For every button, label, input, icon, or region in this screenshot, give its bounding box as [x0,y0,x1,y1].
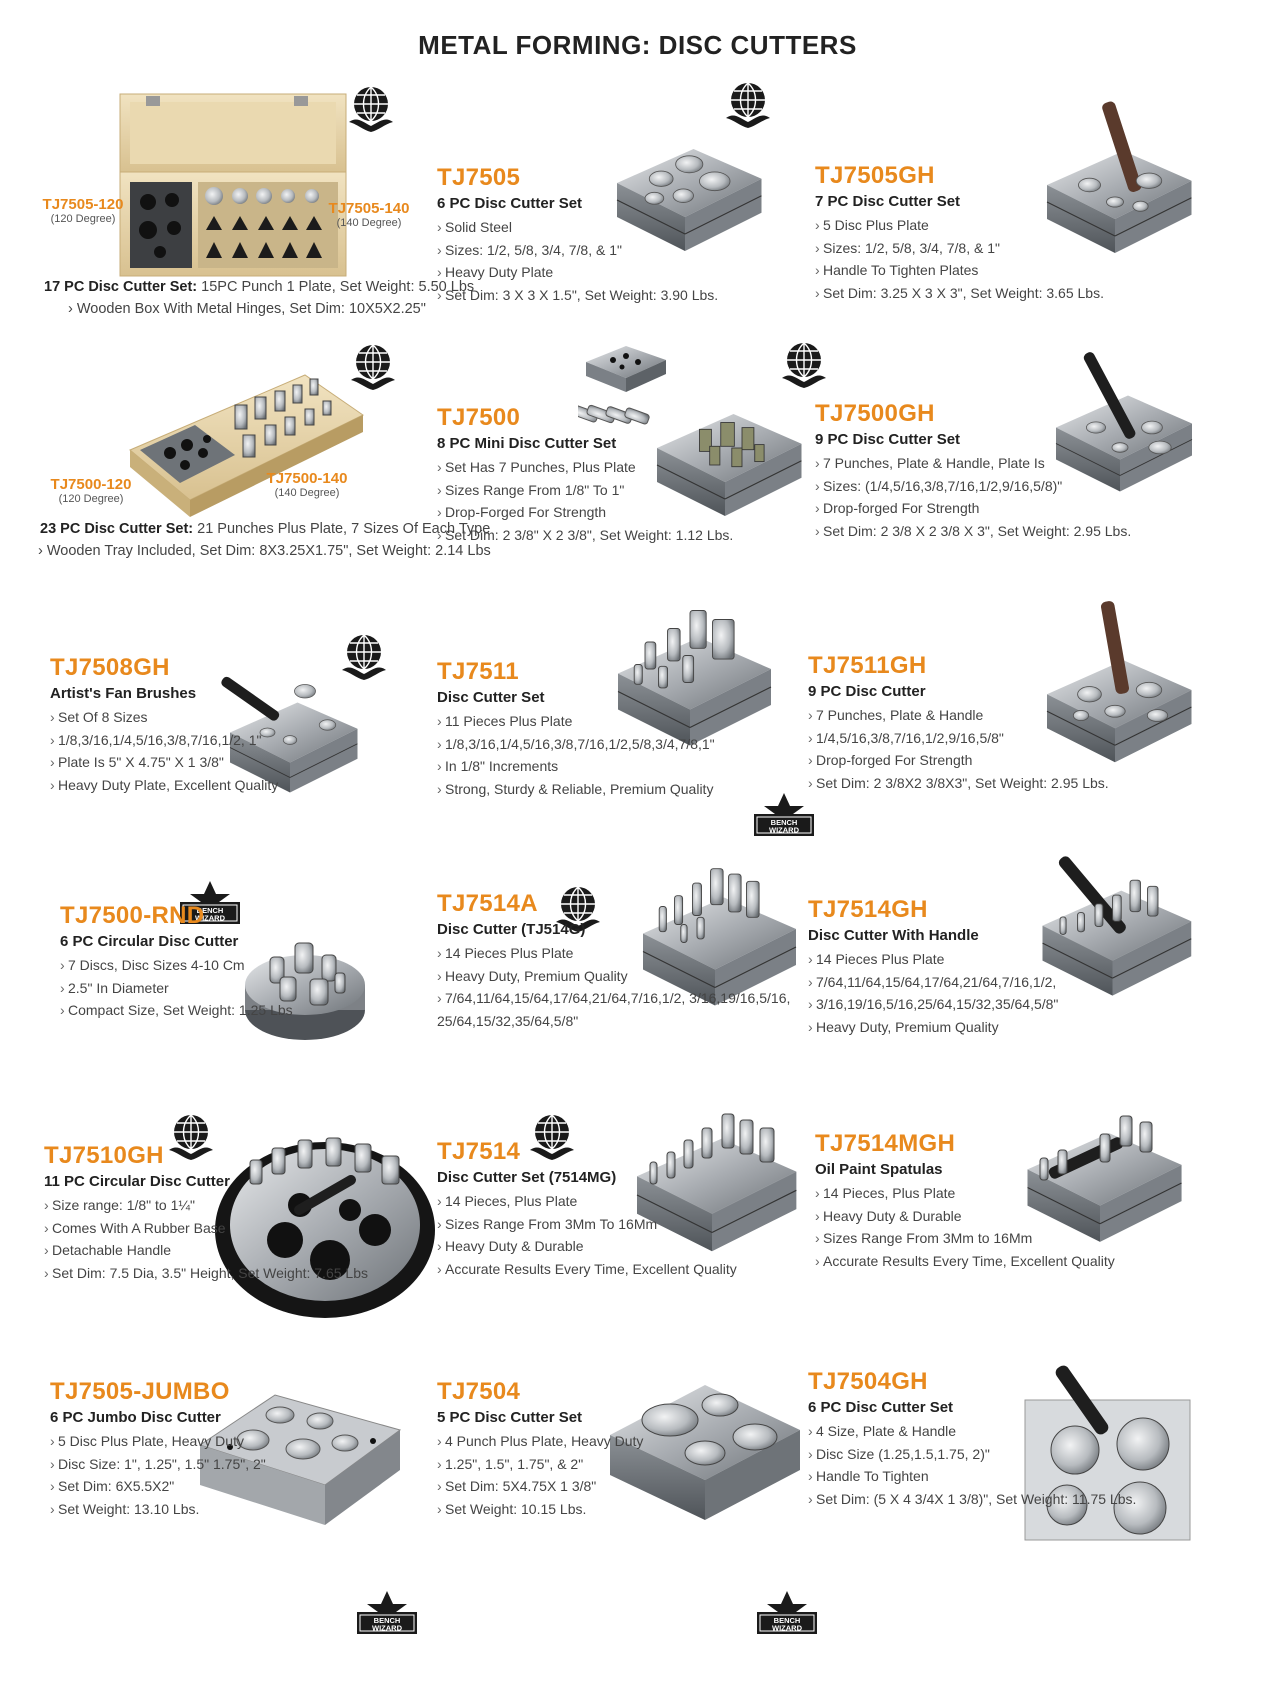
feature-item: › Compact Size, Set Weight: 1.25 Lbs [60,999,390,1022]
feature-list [815,1182,1145,1272]
feature-item: › Set Dim: 6X5.5X2" [50,1475,380,1498]
feature-item: › 3/16,19/16,5/16,25/64,15/32,35/64,5/8" [808,993,1138,1016]
feature-list [437,216,767,306]
feature-item: › 2.5" In Diameter [60,977,390,1000]
feature-item: › Set Weight: 13.10 Lbs. [50,1498,380,1521]
feature-item: › Plate Is 5" X 4.75" X 1 3/8" [50,751,380,774]
bench-wizard-logo-icon [755,1590,819,1636]
product-name: 5 PC Disc Cutter Set [437,1409,583,1426]
sku: TJ7504GH [808,1368,928,1395]
sku: TJ7514MGH [815,1130,956,1157]
set-name: 17 PC Disc Cutter Set: [44,279,198,295]
product-tj7505 [437,164,767,306]
feature-item: › Heavy Duty & Durable [437,1235,767,1258]
feature-item: › Accurate Results Every Time, Excellent Quality [815,1250,1145,1273]
product-name: 6 PC Jumbo Disc Cutter [50,1409,221,1426]
feature-item: › Heavy Duty, Premium Quality [437,965,797,988]
degree-label: (140 Degree) [274,487,340,499]
globe-logo-icon [722,78,774,130]
sku: TJ7514 [437,1138,521,1165]
feature-list [808,1420,1138,1510]
feature-item: › 14 Pieces, Plus Plate [437,1190,767,1213]
feature-item: › Comes With A Rubber Base [44,1217,374,1240]
set-note: Wooden Tray Included, Set Dim: 8X3.25X1.75", Set Weight: 2.14 Lbs [46,543,491,559]
feature-item: › Sizes: (1/4,5/16,3/8,7/16,1/2,9/16,5/8)" [815,475,1145,498]
feature-item: › 7/64,11/64,15/64,17/64,21/64,7/16,1/2, 3/16,19/16,5/16, [437,987,797,1010]
feature-list [808,704,1138,794]
product-name: 6 PC Disc Cutter Set [437,195,583,212]
feature-item: › Set Of 8 Sizes [50,706,380,729]
feature-item: › Solid Steel [437,216,767,239]
feature-list [437,456,767,546]
feature-item: › Drop-forged For Strength [808,749,1138,772]
product-name: Disc Cutter Set [437,689,545,706]
sku: TJ7504 [437,1378,521,1405]
degree-label: (140 Degree) [336,217,402,229]
set-name: 23 PC Disc Cutter Set: [40,521,194,537]
feature-list [437,942,797,1032]
product-name: 6 PC Disc Cutter Set [808,1399,954,1416]
sku: TJ7510GH [44,1142,164,1169]
feature-item: › Set Dim: 2 3/8 X 2 3/8 X 3", Set Weight: 2.95 Lbs. [815,520,1145,543]
feature-list [437,1430,767,1520]
product-tj7514a [437,890,797,1032]
product-tj7505-jumbo [50,1378,380,1520]
product-tj7500gh [815,400,1145,542]
feature-list [50,1430,380,1520]
product-tj7511 [437,658,767,800]
degree-label: (120 Degree) [50,213,116,225]
feature-item: › Heavy Duty, Premium Quality [808,1016,1138,1039]
feature-list [808,948,1138,1038]
sku: TJ7505-JUMBO [50,1378,230,1405]
product-name: 8 PC Mini Disc Cutter Set [437,435,617,452]
feature-item: › 11 Pieces Plus Plate [437,710,767,733]
product-tj7500-rnd [60,902,390,1022]
feature-item: › 5 Disc Plus Plate [815,214,1145,237]
product-name: 9 PC Disc Cutter Set [815,431,961,448]
feature-item: › 7 Punches, Plate & Handle [808,704,1138,727]
sku-label: TJ7505-140 [328,200,410,217]
feature-item: › Set Dim: (5 X 4 3/4X 1 3/8)", Set Weight: 11.75 Lbs. [808,1488,1138,1511]
feature-item: › Set Dim: 2 3/8X2 3/8X3", Set Weight: 2.95 Lbs. [808,772,1138,795]
sku: TJ7500GH [815,400,935,427]
product-tj7508gh [50,654,380,796]
sku: TJ7511 [437,658,519,685]
feature-list [437,710,767,800]
globe-logo-icon [778,338,830,390]
product-tj7510gh [44,1142,374,1284]
feature-item: › 5 Disc Plus Plate, Heavy Duty [50,1430,380,1453]
set-note: Wooden Box With Metal Hinges, Set Dim: 10X5X2.25" [76,301,426,317]
feature-item: › Detachable Handle [44,1239,374,1262]
feature-item: › Heavy Duty Plate, Excellent Quality [50,774,380,797]
set-description: 21 Punches Plus Plate, 7 Sizes Of Each Type [197,521,491,537]
feature-item: › Set Dim: 3.25 X 3 X 3", Set Weight: 3.65 Lbs. [815,282,1145,305]
feature-list [50,706,380,796]
feature-list [44,1194,374,1284]
feature-item: › Disc Size: 1", 1.25", 1.5" 1.75", 2" [50,1453,380,1476]
feature-item: › Disc Size (1.25,1.5,1.75, 2)" [808,1443,1138,1466]
globe-logo-icon [345,82,397,134]
sku: TJ7505 [437,164,521,191]
product-tj7511gh [808,652,1138,794]
wooden-box-image [118,90,348,280]
feature-item: › Heavy Duty & Durable [815,1205,1145,1228]
feature-item: › Strong, Sturdy & Reliable, Premium Quality [437,778,767,801]
feature-item: › 1/8,3/16,1/4,5/16,3/8,7/16,1/2, 1" [50,729,380,752]
sku-label: TJ7505-120 [42,196,124,213]
feature-item: › Accurate Results Every Time, Excellent Quality [437,1258,767,1281]
feature-item: › Set Dim: 2 3/8" X 2 3/8", Set Weight: 1.12 Lbs. [437,524,767,547]
product-name: 6 PC Circular Disc Cutter [60,933,239,950]
feature-item: › 14 Pieces, Plus Plate [815,1182,1145,1205]
product-name: Disc Cutter With Handle [808,927,979,944]
feature-item: › Size range: 1/8" to 1¼" [44,1194,374,1217]
feature-item: › Set Dim: 5X4.75X 1 3/8" [437,1475,767,1498]
sku: TJ7514A [437,890,538,917]
feature-item: › Sizes: 1/2, 5/8, 3/4, 7/8, & 1" [815,237,1145,260]
sku-label: TJ7500-140 [266,470,348,487]
product-name: Oil Paint Spatulas [815,1161,943,1178]
degree-label: (120 Degree) [58,493,124,505]
product-tj7514 [437,1138,767,1280]
sku: TJ7500-RND [60,902,205,929]
product-tj7514mgh [815,1130,1145,1272]
feature-item: › 14 Pieces Plus Plate [437,942,797,965]
feature-list [815,452,1145,542]
feature-item: 25/64,15/32,35/64,5/8" [437,1012,579,1029]
feature-item: › Heavy Duty Plate [437,261,767,284]
feature-item: › 1.25", 1.5", 1.75", & 2" [437,1453,767,1476]
feature-item: › Handle To Tighten Plates [815,259,1145,282]
feature-item: › 14 Pieces Plus Plate [808,948,1138,971]
feature-item: › Sizes Range From 3Mm To 16Mm [437,1213,767,1236]
feature-item: › 1/8,3/16,1/4,5/16,3/8,7/16,1/2,5/8,3/4,7/8,1" [437,733,767,756]
feature-item: › 1/4,5/16,3/8,7/16,1/2,9/16,5/8" [808,727,1138,750]
feature-item: › 7/64,11/64,15/64,17/64,21/64,7/16,1/2, [808,971,1138,994]
product-tj7505gh [815,162,1145,304]
feature-item: › 7 Punches, Plate & Handle, Plate Is [815,452,1145,475]
feature-item: › In 1/8" Increments [437,755,767,778]
feature-list [815,214,1145,304]
sku: TJ7508GH [50,654,170,681]
product-tj7504gh [808,1368,1138,1510]
feature-list [437,1190,767,1280]
feature-item: › Sizes Range From 1/8" To 1" [437,479,767,502]
product-tj7500 [437,404,767,546]
product-name: 9 PC Disc Cutter [808,683,926,700]
feature-item: › Sizes Range From 3Mm to 16Mm [815,1227,1145,1250]
feature-item: › Drop-forged For Strength [815,497,1145,520]
set-description: 15PC Punch 1 Plate, Set Weight: 5.50 Lbs [201,279,475,295]
page-title: METAL FORMING: DISC CUTTERS [418,30,857,60]
product-name: 7 PC Disc Cutter Set [815,193,961,210]
feature-item: › 7 Discs, Disc Sizes 4-10 Cm [60,954,390,977]
feature-item: › Sizes: 1/2, 5/8, 3/4, 7/8, & 1" [437,239,767,262]
bench-wizard-logo-icon [355,1590,419,1636]
product-tj7504 [437,1378,767,1520]
feature-item: › Set Dim: 3 X 3 X 1.5", Set Weight: 3.90 Lbs. [437,284,767,307]
feature-item: › Set Dim: 7.5 Dia, 3.5" Height, Set Weight: 7.65 Lbs [44,1262,374,1285]
product-name: Disc Cutter Set (7514MG) [437,1169,617,1186]
product-name: Disc Cutter (TJ514G) [437,921,586,938]
feature-item: › Handle To Tighten [808,1465,1138,1488]
feature-item: › Set Weight: 10.15 Lbs. [437,1498,767,1521]
sku: TJ7505GH [815,162,935,189]
product-name: 11 PC Circular Disc Cutter [44,1173,230,1190]
feature-item: › Drop-Forged For Strength [437,501,767,524]
sku-label: TJ7500-120 [50,476,132,493]
product-name: Artist's Fan Brushes [50,685,197,702]
feature-item: › 4 Punch Plus Plate, Heavy Duty [437,1430,767,1453]
product-tj7514gh [808,896,1138,1038]
bench-wizard-logo-icon [752,792,816,838]
sku: TJ7500 [437,404,521,431]
sku: TJ7514GH [808,896,928,923]
feature-list [60,954,390,1022]
feature-item: › 4 Size, Plate & Handle [808,1420,1138,1443]
globe-logo-icon [347,340,399,392]
sku: TJ7511GH [808,652,927,679]
feature-item: › Set Has 7 Punches, Plus Plate [437,456,767,479]
